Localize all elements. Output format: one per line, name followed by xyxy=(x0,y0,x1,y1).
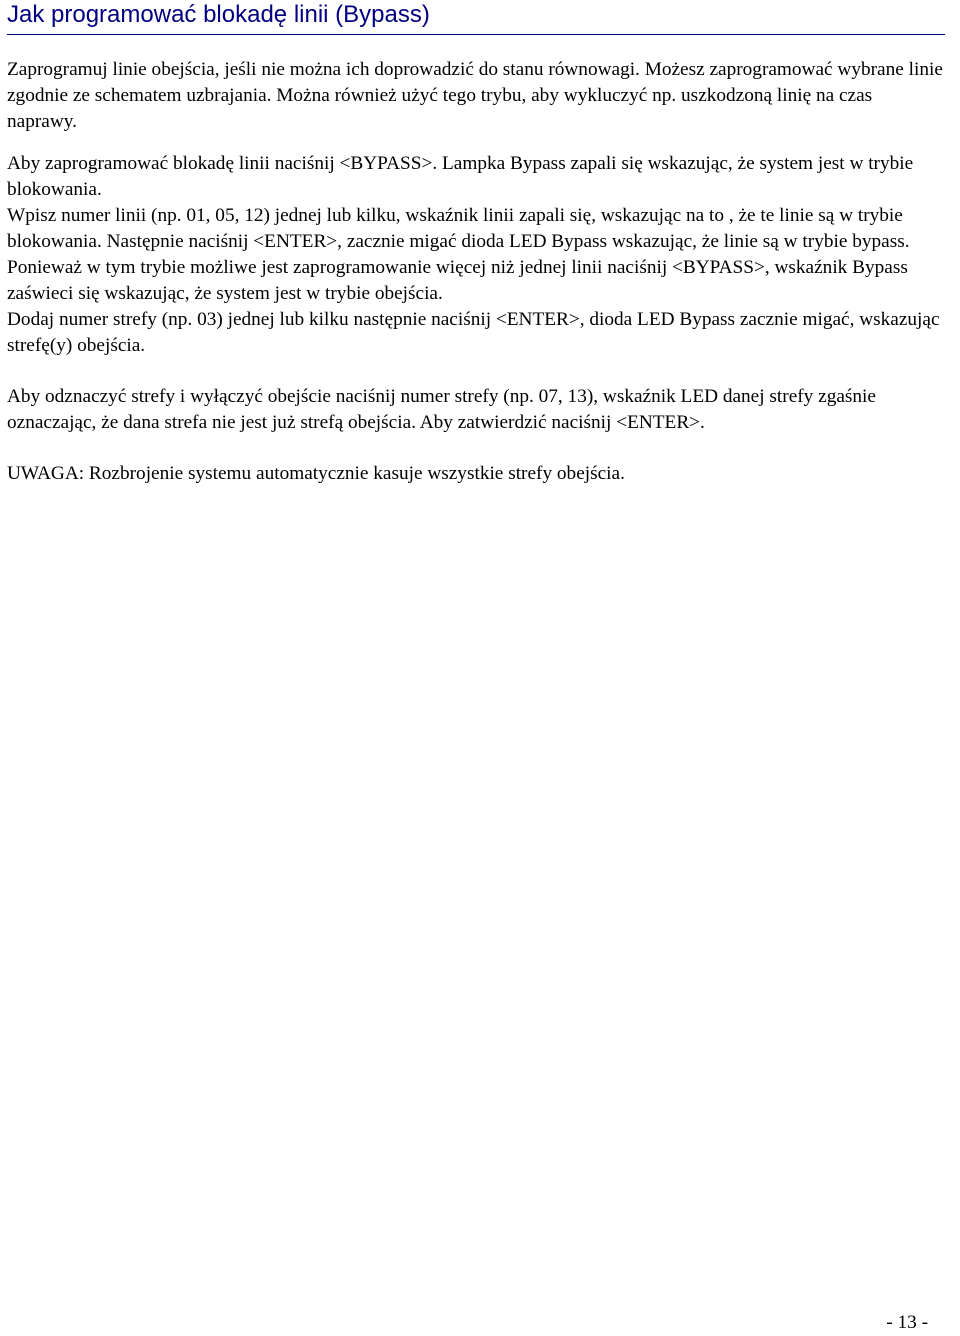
paragraph-unselect-zone: Aby odznaczyć strefy i wyłączyć obejście naciśnij numer strefy (np. 07, 13), wskaźnik LED danej strefy zgaśnie oznaczając, że dana strefa nie jest już strefą obejścia. Aby zatwierdzić naciśnij <ENTER>. xyxy=(7,386,876,433)
heading-block xyxy=(7,0,945,35)
paragraph-spacing xyxy=(7,436,945,461)
paragraph-spacing xyxy=(7,359,945,384)
paragraph-intro: Zaprogramuj linie obejścia, jeśli nie można ich doprowadzić do stanu równowagi. Możesz zaprogramować wybrane linie zgodnie ze schematem uzbrajania. Można również użyć tego trybu, aby wykluczyć np. uszkodzoną linię na czas naprawy. xyxy=(7,59,943,132)
paragraph-add-zone: Dodaj numer strefy (np. 03) jednej lub kilku następnie naciśnij <ENTER>, dioda LED Bypass zacznie migać, wskazując strefę(y) obejścia. xyxy=(7,309,940,356)
page-number: - 13 - xyxy=(886,1312,928,1333)
paragraph-bypass-start: Aby zaprogramować blokadę linii naciśnij <BYPASS>. Lampka Bypass zapali się wskazując, że system jest w trybie blokowania. xyxy=(7,153,914,200)
paragraph-multiple-lines: Ponieważ w tym trybie możliwe jest zaprogramowanie więcej niż jednej linii naciśnij <BYPASS>, wskaźnik Bypass zaświeci się wskazując, że system jest w trybie obejścia. xyxy=(7,257,908,304)
warning-note: UWAGA: Rozbrojenie systemu automatycznie kasuje wszystkie strefy obejścia. xyxy=(7,463,625,484)
document-body xyxy=(7,57,945,487)
paragraph-enter-line-number: Wpisz numer linii (np. 01, 05, 12) jednej lub kilku, wskaźnik linii zapali się, wskazując na to , że te linie są w trybie blokowania. Następnie naciśnij <ENTER>, zacznie migać dioda LED Bypass wskazując, że linie są w trybie bypass. xyxy=(7,205,910,252)
page-title: Jak programować blokadę linii (Bypass) xyxy=(7,1,430,28)
paragraph-spacing xyxy=(7,135,945,151)
